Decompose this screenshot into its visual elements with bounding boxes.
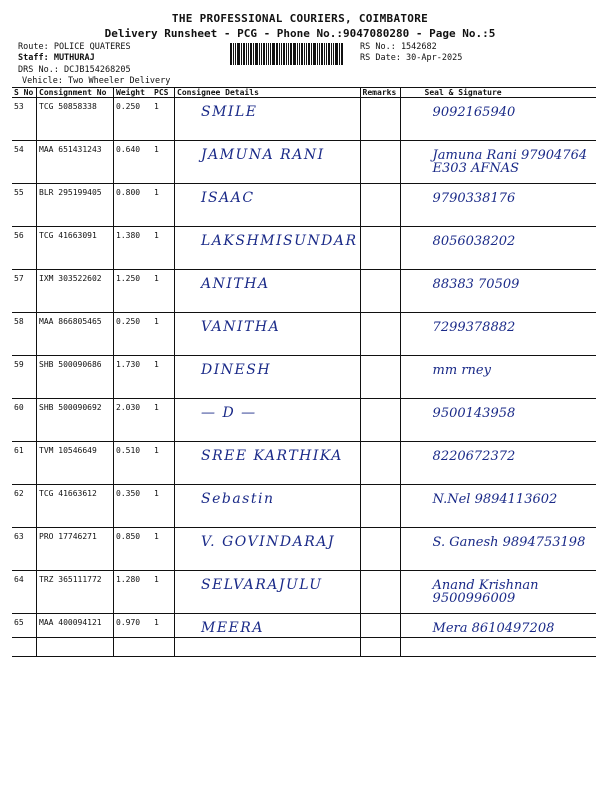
table-row	[12, 270, 596, 313]
table-row	[12, 313, 596, 356]
row-consignment: TCG 41663091	[39, 231, 97, 240]
row-consignee-name: MEERA	[201, 620, 264, 636]
row-pcs-cell	[152, 356, 175, 399]
row-weight-cell	[114, 571, 153, 614]
row-consignee-name: VANITHA	[201, 319, 281, 335]
row-consignee-name: SMILE	[201, 104, 258, 120]
row-pcs-cell	[152, 571, 175, 614]
row-sno-cell	[12, 614, 37, 657]
row-consignee-name-cell	[175, 356, 361, 399]
row-signature: mm rney	[432, 363, 491, 378]
row-sno-cell	[12, 270, 37, 313]
row-pcs: 1	[154, 618, 159, 627]
row-sno-cell	[12, 98, 37, 141]
row-sno: 54	[14, 145, 24, 154]
runsheet-subtitle: Delivery Runsheet - PCG - Phone No.:9047080280 - Page No.:5	[104, 27, 496, 40]
row-pcs-cell	[152, 399, 175, 442]
row-sno: 64	[14, 575, 24, 584]
rs-number: RS No.: 1542682	[360, 42, 437, 52]
row-weight-cell	[114, 270, 153, 313]
row-consignment: TCG 41663612	[39, 489, 97, 498]
col-remarks: Remarks	[360, 88, 400, 98]
row-pcs-cell	[152, 442, 175, 485]
row-sno-cell	[12, 528, 37, 571]
row-pcs: 1	[154, 274, 159, 283]
row-sno: 53	[14, 102, 24, 111]
row-signature-cell	[400, 614, 596, 657]
row-consignee-name: LAKSHMISUNDAR	[201, 233, 358, 249]
row-weight: 1.280	[116, 575, 141, 584]
row-signature-cell	[400, 399, 596, 442]
row-consignment: BLR 295199405	[39, 188, 102, 197]
row-pcs: 1	[154, 403, 159, 412]
row-weight: 1.380	[116, 231, 141, 240]
row-signature-cell	[400, 356, 596, 399]
barcode-image	[230, 43, 354, 65]
table-row	[12, 227, 596, 270]
row-weight-cell	[114, 614, 153, 657]
runsheet-table	[12, 87, 596, 657]
row-sno: 61	[14, 446, 24, 455]
row-pcs: 1	[154, 102, 159, 111]
row-consignee-name-cell	[175, 485, 361, 528]
row-signature-cell	[400, 184, 596, 227]
row-consignment-cell	[37, 528, 114, 571]
row-consignment: SHB 500090686	[39, 360, 102, 369]
row-signature-cell	[400, 141, 596, 184]
row-weight: 0.640	[116, 145, 141, 154]
row-weight-cell	[114, 399, 153, 442]
row-pcs-cell	[152, 614, 175, 657]
row-consignee-name: SREE KARTHIKA	[201, 448, 343, 464]
col-sno: S No	[12, 88, 37, 98]
row-remarks-cell	[360, 614, 400, 657]
drs-number: DRS No.: DCJB154268205	[18, 65, 131, 75]
row-signature-cell	[400, 442, 596, 485]
row-pcs-cell	[152, 141, 175, 184]
company-title: THE PROFESSIONAL COURIERS, COIMBATORE	[171, 12, 429, 25]
row-consignee-name-cell	[175, 614, 361, 657]
col-pcs: PCS	[152, 88, 175, 98]
row-signature: 7299378882	[432, 320, 516, 335]
row-pcs-cell	[152, 485, 175, 528]
row-weight-cell	[114, 184, 153, 227]
row-signature-cell	[400, 98, 596, 141]
row-signature: N.Nel 9894113602	[432, 492, 558, 507]
row-consignment-cell	[37, 270, 114, 313]
row-signature: S. Ganesh 9894753198	[432, 535, 586, 550]
row-sno: 62	[14, 489, 24, 498]
row-weight-cell	[114, 528, 153, 571]
row-remarks-cell	[360, 356, 400, 399]
col-consignment: Consignment No	[37, 88, 114, 98]
row-consignment-cell	[37, 485, 114, 528]
row-signature: Jamuna Rani 97904764 E303 AFNAS	[432, 148, 588, 176]
row-consignee-name-cell	[175, 184, 361, 227]
row-consignee-name-cell	[175, 571, 361, 614]
row-consignment: IXM 303522602	[39, 274, 102, 283]
table-row	[12, 356, 596, 399]
row-consignment-cell	[37, 141, 114, 184]
row-sno-cell	[12, 485, 37, 528]
row-consignment: SHB 500090692	[39, 403, 102, 412]
row-pcs-cell	[152, 184, 175, 227]
table-header-row	[12, 88, 596, 98]
row-sno-cell	[12, 571, 37, 614]
row-sno: 65	[14, 618, 24, 627]
row-signature-cell	[400, 313, 596, 356]
row-pcs: 1	[154, 489, 159, 498]
row-remarks-cell	[360, 399, 400, 442]
row-consignee-name-cell	[175, 98, 361, 141]
table-row	[12, 98, 596, 141]
row-signature-cell	[400, 270, 596, 313]
table-row	[12, 399, 596, 442]
row-remarks-cell	[360, 313, 400, 356]
row-consignment-cell	[37, 98, 114, 141]
row-consignee-name: Sebastin	[201, 491, 275, 507]
row-consignment: MAA 651431243	[39, 145, 102, 154]
row-weight: 0.970	[116, 618, 141, 627]
row-consignment-cell	[37, 571, 114, 614]
row-pcs-cell	[152, 313, 175, 356]
row-consignee-name: V. GOVINDARAJ	[201, 534, 335, 550]
col-details: Consignee Details	[175, 88, 361, 98]
row-sno: 59	[14, 360, 24, 369]
row-weight: 0.250	[116, 317, 141, 326]
route-label: Route: POLICE QUATERES	[18, 42, 131, 52]
row-remarks-cell	[360, 227, 400, 270]
row-consignee-name-cell	[175, 227, 361, 270]
row-sno-cell	[12, 356, 37, 399]
row-signature: 88383 70509	[432, 277, 520, 292]
row-consignment: PRO 17746271	[39, 532, 97, 541]
row-consignee-name-cell	[175, 528, 361, 571]
row-pcs: 1	[154, 317, 159, 326]
row-remarks-cell	[360, 270, 400, 313]
row-consignee-name: ANITHA	[201, 276, 270, 292]
row-pcs: 1	[154, 231, 159, 240]
row-consignment-cell	[37, 356, 114, 399]
row-consignee-name: ISAAC	[201, 190, 255, 206]
row-signature-cell	[400, 227, 596, 270]
row-signature: Mera 8610497208	[432, 621, 555, 636]
row-weight-cell	[114, 227, 153, 270]
row-remarks-cell	[360, 485, 400, 528]
table-row	[12, 614, 596, 657]
table-row	[12, 571, 596, 614]
row-consignee-name-cell	[175, 442, 361, 485]
row-sno-cell	[12, 442, 37, 485]
row-pcs: 1	[154, 360, 159, 369]
col-weight: Weight	[114, 88, 153, 98]
row-weight: 0.250	[116, 102, 141, 111]
col-seal: Seal & Signature	[400, 88, 596, 98]
row-consignment-cell	[37, 442, 114, 485]
row-consignee-name-cell	[175, 399, 361, 442]
staff-label: Staff: MUTHURAJ	[18, 53, 95, 63]
row-weight-cell	[114, 141, 153, 184]
row-remarks-cell	[360, 98, 400, 141]
row-signature: 8056038202	[432, 234, 516, 249]
row-signature-cell	[400, 571, 596, 614]
row-weight: 0.350	[116, 489, 141, 498]
row-weight: 0.800	[116, 188, 141, 197]
row-pcs-cell	[152, 98, 175, 141]
row-weight: 1.730	[116, 360, 141, 369]
row-signature-cell	[400, 528, 596, 571]
row-consignment-cell	[37, 184, 114, 227]
row-weight: 2.030	[116, 403, 141, 412]
row-sno: 57	[14, 274, 24, 283]
table-row	[12, 528, 596, 571]
row-signature: 9092165940	[432, 105, 516, 120]
row-signature: 8220672372	[432, 449, 516, 464]
rs-date: RS Date: 30-Apr-2025	[360, 53, 463, 63]
row-consignment: TCG 50858338	[39, 102, 97, 111]
row-pcs-cell	[152, 528, 175, 571]
row-signature-cell	[400, 485, 596, 528]
row-weight: 0.510	[116, 446, 141, 455]
row-pcs: 1	[154, 188, 159, 197]
row-consignment: TVM 10546649	[39, 446, 97, 455]
row-weight-cell	[114, 313, 153, 356]
table-end-rule	[12, 637, 596, 638]
row-remarks-cell	[360, 184, 400, 227]
row-consignment-cell	[37, 399, 114, 442]
row-weight: 1.250	[116, 274, 141, 283]
row-pcs: 1	[154, 575, 159, 584]
row-weight-cell	[114, 356, 153, 399]
table-row	[12, 184, 596, 227]
row-sno-cell	[12, 184, 37, 227]
row-signature: Anand Krishnan 9500996009	[432, 578, 539, 606]
vehicle-label: Vehicle: Two Wheeler Delivery	[22, 76, 171, 86]
row-consignment: MAA 400094121	[39, 618, 102, 627]
row-sno-cell	[12, 399, 37, 442]
row-sno: 55	[14, 188, 24, 197]
row-consignee-name: JAMUNA RANI	[201, 147, 325, 163]
row-sno-cell	[12, 313, 37, 356]
row-sno-cell	[12, 227, 37, 270]
row-consignee-name: SELVARAJULU	[201, 577, 323, 593]
row-signature: 9500143958	[432, 406, 516, 421]
row-weight-cell	[114, 442, 153, 485]
row-consignee-name: — D —	[201, 405, 257, 421]
row-weight-cell	[114, 485, 153, 528]
row-sno: 58	[14, 317, 24, 326]
row-remarks-cell	[360, 571, 400, 614]
row-weight-cell	[114, 98, 153, 141]
row-consignment: MAA 866805465	[39, 317, 102, 326]
row-consignee-name-cell	[175, 313, 361, 356]
row-pcs: 1	[154, 446, 159, 455]
row-sno: 63	[14, 532, 24, 541]
row-consignee-name-cell	[175, 141, 361, 184]
row-signature: 9790338176	[432, 191, 516, 206]
row-pcs: 1	[154, 532, 159, 541]
row-weight: 0.850	[116, 532, 141, 541]
row-sno: 56	[14, 231, 24, 240]
row-remarks-cell	[360, 141, 400, 184]
row-consignee-name: DINESH	[201, 362, 272, 378]
row-sno-cell	[12, 141, 37, 184]
row-remarks-cell	[360, 528, 400, 571]
row-consignment: TRZ 365111772	[39, 575, 102, 584]
row-pcs: 1	[154, 145, 159, 154]
table-row	[12, 485, 596, 528]
row-sno: 60	[14, 403, 24, 412]
row-consignee-name-cell	[175, 270, 361, 313]
row-consignment-cell	[37, 313, 114, 356]
row-pcs-cell	[152, 227, 175, 270]
row-consignment-cell	[37, 227, 114, 270]
row-pcs-cell	[152, 270, 175, 313]
table-row	[12, 442, 596, 485]
row-consignment-cell	[37, 614, 114, 657]
row-remarks-cell	[360, 442, 400, 485]
table-row	[12, 141, 596, 184]
